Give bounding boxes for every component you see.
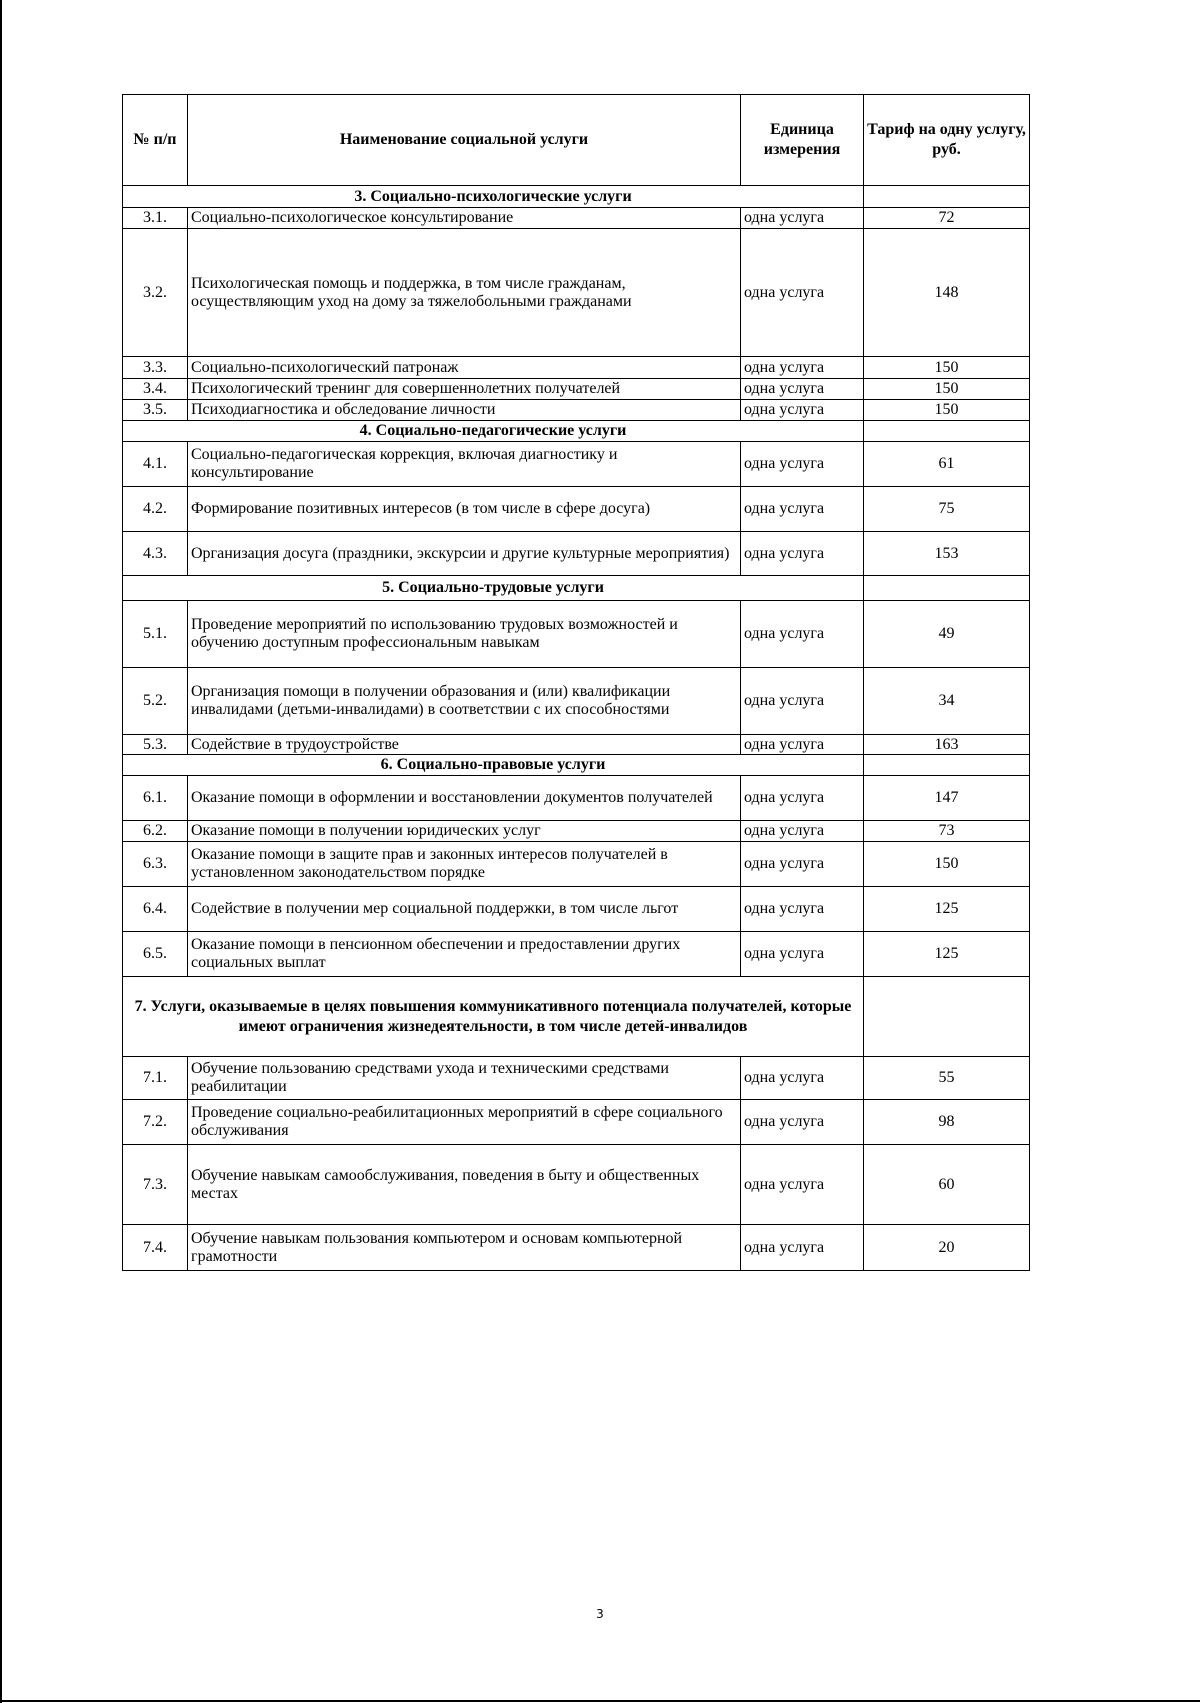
table-row	[123, 208, 1030, 229]
row-num: 3.2.	[123, 229, 188, 357]
table-row	[123, 1057, 1030, 1100]
row-unit: одна услуга	[741, 400, 864, 421]
row-num: 5.3.	[123, 735, 188, 755]
section-row	[123, 977, 1030, 1057]
row-unit: одна услуга	[741, 776, 864, 821]
row-unit: одна услуга	[741, 1100, 864, 1145]
table-row	[123, 532, 1030, 576]
section-row	[123, 755, 1030, 776]
row-tariff: 49	[864, 601, 1030, 668]
section-empty-cell	[864, 186, 1030, 208]
row-unit: одна услуга	[741, 601, 864, 668]
row-unit: одна услуга	[741, 357, 864, 379]
row-name: Психологическая помощь и поддержка, в том числе гражданам, осуществляющим уход на дому за тяжелобольными гражданами	[188, 229, 741, 357]
table-row	[123, 379, 1030, 400]
row-name: Социально-психологическое консультирование	[188, 208, 741, 229]
row-name: Содействие в получении мер социальной поддержки, в том числе льгот	[188, 887, 741, 932]
row-tariff: 34	[864, 668, 1030, 735]
header-num: № п/п	[123, 95, 188, 186]
table-row	[123, 821, 1030, 842]
table-row	[123, 932, 1030, 977]
row-tariff: 150	[864, 400, 1030, 421]
row-num: 5.1.	[123, 601, 188, 668]
row-name: Проведение социально-реабилитационных мероприятий в сфере социального обслуживания	[188, 1100, 741, 1145]
row-num: 4.3.	[123, 532, 188, 576]
row-name: Оказание помощи в оформлении и восстановлении документов получателей	[188, 776, 741, 821]
table-row	[123, 776, 1030, 821]
row-name: Оказание помощи в защите прав и законных интересов получателей в установленном законодательством порядке	[188, 842, 741, 887]
row-num: 6.5.	[123, 932, 188, 977]
table-row	[123, 735, 1030, 755]
row-tariff: 61	[864, 442, 1030, 487]
row-unit: одна услуга	[741, 208, 864, 229]
row-num: 7.2.	[123, 1100, 188, 1145]
row-tariff: 72	[864, 208, 1030, 229]
row-unit: одна услуга	[741, 735, 864, 755]
row-unit: одна услуга	[741, 887, 864, 932]
row-tariff: 60	[864, 1145, 1030, 1225]
table-row	[123, 842, 1030, 887]
row-unit: одна услуга	[741, 379, 864, 400]
table-row	[123, 1225, 1030, 1271]
row-unit: одна услуга	[741, 668, 864, 735]
row-tariff: 147	[864, 776, 1030, 821]
header-tariff: Тариф на одну услугу, руб.	[864, 95, 1030, 186]
row-tariff: 73	[864, 821, 1030, 842]
row-name: Обучение навыкам пользования компьютером и основам компьютерной грамотности	[188, 1225, 741, 1271]
section-row	[123, 421, 1030, 442]
section-empty-cell	[864, 977, 1030, 1057]
table-row	[123, 668, 1030, 735]
row-num: 7.4.	[123, 1225, 188, 1271]
table-row	[123, 357, 1030, 379]
section-empty-cell	[864, 421, 1030, 442]
section-row	[123, 576, 1030, 601]
row-unit: одна услуга	[741, 487, 864, 532]
row-tariff: 163	[864, 735, 1030, 755]
row-name: Содействие в трудоустройстве	[188, 735, 741, 755]
row-tariff: 98	[864, 1100, 1030, 1145]
table-row	[123, 601, 1030, 668]
row-unit: одна услуга	[741, 229, 864, 357]
row-name: Социально-педагогическая коррекция, включая диагностику и консультирование	[188, 442, 741, 487]
row-tariff: 20	[864, 1225, 1030, 1271]
page-number: 3	[596, 1607, 604, 1621]
row-name: Обучение навыкам самообслуживания, поведения в быту и общественных местах	[188, 1145, 741, 1225]
row-unit: одна услуга	[741, 842, 864, 887]
row-num: 6.1.	[123, 776, 188, 821]
row-name: Психологический тренинг для совершеннолетних получателей	[188, 379, 741, 400]
row-num: 3.5.	[123, 400, 188, 421]
row-tariff: 125	[864, 887, 1030, 932]
row-unit: одна услуга	[741, 1145, 864, 1225]
section-title: 4. Социально-педагогические услуги	[123, 421, 864, 442]
row-num: 7.3.	[123, 1145, 188, 1225]
section-title: 3. Социально-психологические услуги	[123, 186, 864, 208]
row-num: 5.2.	[123, 668, 188, 735]
row-unit: одна услуга	[741, 532, 864, 576]
row-unit: одна услуга	[741, 1225, 864, 1271]
table-row	[123, 229, 1030, 357]
table-row	[123, 442, 1030, 487]
row-unit: одна услуга	[741, 821, 864, 842]
row-num: 6.2.	[123, 821, 188, 842]
row-num: 3.3.	[123, 357, 188, 379]
table-row	[123, 487, 1030, 532]
row-name: Оказание помощи в пенсионном обеспечении и предоставлении других социальных выплат	[188, 932, 741, 977]
row-num: 4.1.	[123, 442, 188, 487]
row-name: Организация досуга (праздники, экскурсии и другие культурные мероприятия)	[188, 532, 741, 576]
table-row	[123, 400, 1030, 421]
row-tariff: 55	[864, 1057, 1030, 1100]
section-title: 6. Социально-правовые услуги	[123, 755, 864, 776]
section-empty-cell	[864, 755, 1030, 776]
row-tariff: 150	[864, 379, 1030, 400]
row-name: Оказание помощи в получении юридических услуг	[188, 821, 741, 842]
row-tariff: 150	[864, 357, 1030, 379]
table-row	[123, 887, 1030, 932]
section-row	[123, 186, 1030, 208]
row-tariff: 150	[864, 842, 1030, 887]
row-unit: одна услуга	[741, 442, 864, 487]
row-unit: одна услуга	[741, 932, 864, 977]
row-name: Формирование позитивных интересов (в том числе в сфере досуга)	[188, 487, 741, 532]
section-empty-cell	[864, 576, 1030, 601]
row-num: 6.3.	[123, 842, 188, 887]
header-unit: Единица измерения	[741, 95, 864, 186]
row-num: 6.4.	[123, 887, 188, 932]
row-tariff: 153	[864, 532, 1030, 576]
section-title: 5. Социально-трудовые услуги	[123, 576, 864, 601]
table-row	[123, 1100, 1030, 1145]
table-row	[123, 1145, 1030, 1225]
row-name: Проведение мероприятий по использованию трудовых возможностей и обучению доступным профессиональным навыкам	[188, 601, 741, 668]
header-row	[123, 95, 1030, 186]
row-num: 3.1.	[123, 208, 188, 229]
row-tariff: 75	[864, 487, 1030, 532]
row-name: Психодиагностика и обследование личности	[188, 400, 741, 421]
tariff-table	[122, 94, 1030, 1271]
row-num: 7.1.	[123, 1057, 188, 1100]
page-frame-left-edge	[0, 0, 2, 1703]
row-num: 4.2.	[123, 487, 188, 532]
row-name: Организация помощи в получении образования и (или) квалификации инвалидами (детьми-инвалидами) в соответствии с их способностями	[188, 668, 741, 735]
row-name: Обучение пользованию средствами ухода и техническими средствами реабилитации	[188, 1057, 741, 1100]
row-num: 3.4.	[123, 379, 188, 400]
row-name: Социально-психологический патронаж	[188, 357, 741, 379]
row-unit: одна услуга	[741, 1057, 864, 1100]
page-frame-bottom-edge	[0, 1700, 1200, 1702]
row-tariff: 125	[864, 932, 1030, 977]
section-title: 7. Услуги, оказываемые в целях повышения коммуникативного потенциала получателей, которые имеют ограничения жизнедеятельности, в том числе детей-инвалидов	[123, 977, 864, 1057]
header-name: Наименование социальной услуги	[188, 95, 741, 186]
row-tariff: 148	[864, 229, 1030, 357]
